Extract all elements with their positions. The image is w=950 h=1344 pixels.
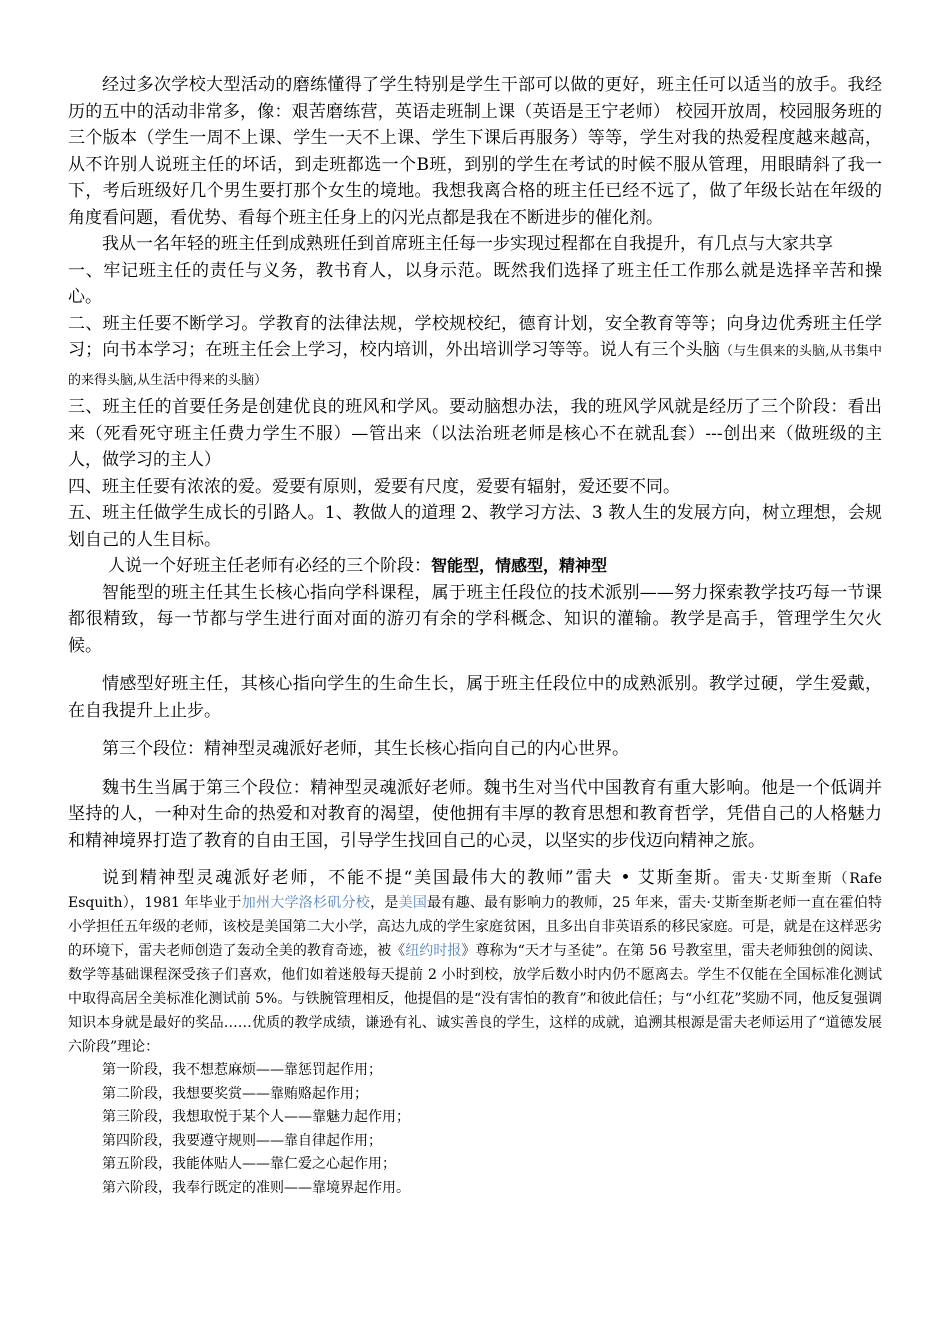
list-item-guide: 五、班主任做学生成长的引路人。1、教做人的道理 2、教学习方法、3 教人生的发展方向，树立理想，会规划自己的人生目标。 bbox=[68, 503, 882, 550]
rafe-text-e: 》尊称为“天才与圣徒”。在第 56 号教室里，雷夫老师独创的阅读、数学等基础课程深受孩子们喜欢，他们如着迷般每天提前 2 小时到校，放学后数小时内仍不愿离去。学生不仅能在全国标准化测试中取得高居全美标准化测试前 5%。与铁腕管理相反，他提倡的是“没有害怕的教育”和彼此信任；与“小红花”奖励不同，他反复强调知识本身就是最好的奖品……优质的教学成绩，谦逊有礼、诚实善良的学生，这样的成就，追溯其根源是雷夫老师运用了“道德发展六阶段”理论： bbox=[68, 943, 883, 1055]
paragraph-wei-shusheng: 魏书生当属于第三个段位：精神型灵魂派好老师。魏书生对当代中国教育有重大影响。他是一个低调并坚持的人，一种对生命的热爱和对教育的渴望，使他拥有丰厚的教育思想和教育哲学，凭借自己的人格魅力和精神境界打造了教育的自由王国，引导学生找回自己的心灵，以坚实的步伐迈向精神之旅。 bbox=[68, 777, 882, 851]
stage-item: 第五阶段，我能体贴人——靠仁爱之心起作用； bbox=[102, 1156, 396, 1172]
rafe-text-d: 最有趣、最有影响力的教师，25 年来，雷夫·艾斯奎斯老师一直在霍伯特小学担任五年级的老师，该校是美国第二大小学，高达九成的学生家庭贫困，且多出自非英语系的移民家庭。可是，就是在这样恶劣的环境下，雷夫老师创造了轰动全美的教育奇迹，被《 bbox=[68, 895, 882, 959]
paragraph-rafe-esquith bbox=[68, 866, 882, 1059]
link-usa[interactable]: 美国 bbox=[398, 895, 428, 911]
stage-item: 第二阶段，我想要奖赏——靠贿赂起作用； bbox=[102, 1085, 368, 1102]
stage-item: 第六阶段，我奉行既定的准则——靠境界起作用。 bbox=[102, 1179, 410, 1196]
stage-item: 第四阶段，我要遵守规则——靠自律起作用； bbox=[102, 1132, 382, 1149]
three-stages-bold: 智能型，情感型，精神型 bbox=[431, 556, 608, 575]
rafe-text-c: ，是 bbox=[370, 895, 399, 911]
list-item-learning-note: （与生俱来的头脑,从书集中的来得头脑,从生活中得来的头脑） bbox=[68, 344, 883, 388]
link-ucla[interactable]: 加州大学洛杉矶分校 bbox=[241, 895, 371, 911]
list-item-responsibility: 一、牢记班主任的责任与义务，教书育人，以身示范。既然我们选择了班主任工作那么就是选择辛苦和操心。 bbox=[68, 260, 882, 307]
paragraph-spiritual-type: 第三个段位：精神型灵魂派好老师，其生长核心指向自己的内心世界。 bbox=[102, 739, 629, 759]
paragraph-intelligent-type: 智能型的班主任其生长核心指向学科课程，属于班主任段位的技术派别——努力探索教学技巧每一节课都很精致，每一节都与学生进行面对面的游刃有余的学科概念、知识的灌输。教学是高手，管理学生欠火候。 bbox=[68, 582, 882, 656]
link-nytimes[interactable]: 纽约时报 bbox=[405, 943, 462, 959]
rafe-intro: 说到精神型灵魂派好老师，不能不提“美国最伟大的教师”雷夫 • 艾斯奎斯。 bbox=[102, 868, 733, 888]
paragraph-emotional-type: 情感型好班主任，其核心指向学生的生命生长，属于班主任段位中的成熟派别。教学过硬，学生爱戴，在自我提升上止步。 bbox=[68, 674, 882, 721]
list-item-learning-text: 二、班主任要不断学习。学教育的法律法规，学校规校纪，德育计划，安全教育等等；向身边优秀班主任学习；向书本学习；在班主任会上学习，校内培训，外出培训学习等等。说人有三个头脑 bbox=[68, 313, 882, 360]
paragraph-activities: 经过多次学校大型活动的磨练懂得了学生特别是学生干部可以做的更好，班主任可以适当的放手。我经历的五中的活动非常多，像：艰苦磨练营，英语走班制上课（英语是王宁老师） 校园开放周，校园服务班的三个版本（学生一周不上课、学生一天不上课、学生下课后再服务）等等，学生对我的热爱程度越来越高，从不许别人说班主任的坏话，到走班都选一个B班，到别的学生在考试的时候不服从管理，用眼睛斜了我一下，考后班级好几个男生要打那个女生的境地。我想我离合格的班主任已经不远了，做了年级长站在年级的角度看问题，看优势、看每个班主任身上的闪光点都是我在不断进步的催化剂。 bbox=[68, 75, 882, 228]
moral-stages-list bbox=[68, 1059, 882, 1200]
stage-item: 第三阶段，我想取悦于某个人——靠魅力起作用； bbox=[102, 1109, 410, 1125]
rafe-text-b: 雷夫·艾斯奎斯（Rafe Esquith），1981 年毕业于 bbox=[68, 871, 882, 911]
list-item-love: 四、班主任要有浓浓的爱。爱要有原则，爱要有尺度，爱要有辐射，爱还要不同。 bbox=[68, 476, 680, 497]
paragraph-three-stages bbox=[68, 553, 882, 580]
stage-item: 第一阶段，我不想惹麻烦——靠惩罚起作用； bbox=[102, 1062, 382, 1078]
list-item-class-style: 三、班主任的首要任务是创建优良的班风和学风。要动脑想办法，我的班风学风就是经历了三个阶段：看出来（死看死守班主任费力学生不服）—管出来（以法治班老师是核心不在就乱套）---创出来（做班级的主人，做学习的主人） bbox=[68, 397, 882, 470]
three-stages-lead: 人说一个好班主任老师有必经的三个阶段： bbox=[108, 556, 431, 576]
list-item-learning bbox=[68, 311, 882, 395]
paragraph-growth-intro: 我从一名年轻的班主任到成熟班任到首席班主任每一步实现过程都在自我提升，有几点与大家共享 bbox=[102, 234, 833, 254]
